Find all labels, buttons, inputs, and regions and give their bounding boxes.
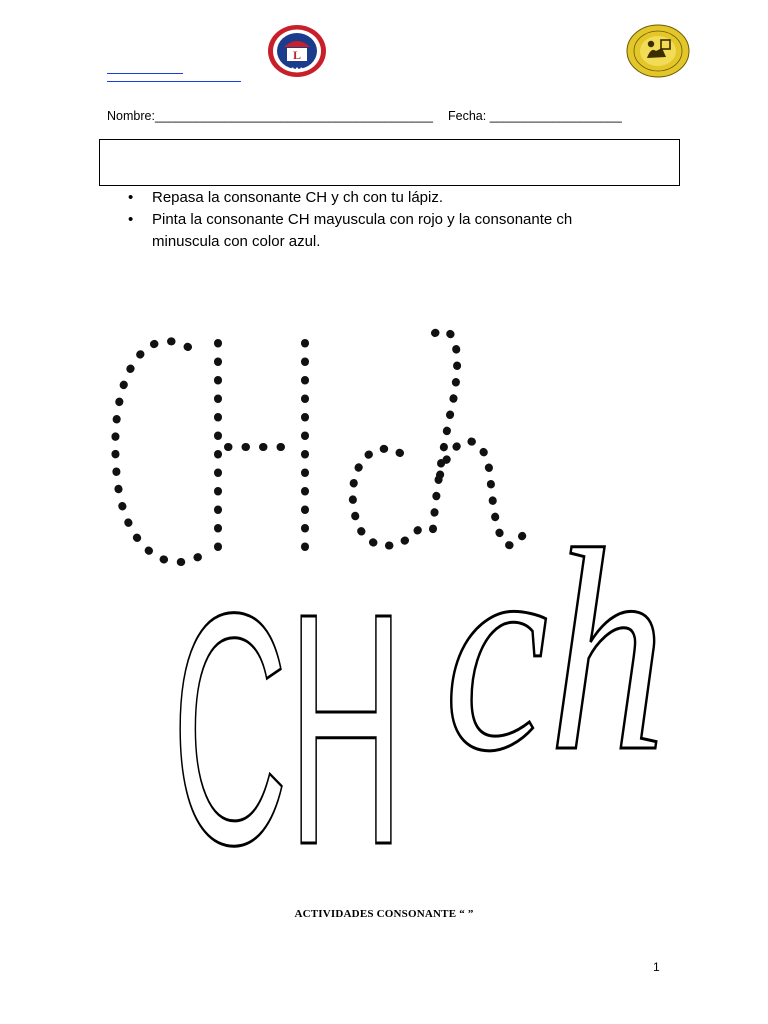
svg-text:● ● ●: ● ● ●	[291, 66, 303, 72]
outline-upper-ch: CH	[172, 575, 404, 855]
student-info-row	[107, 109, 667, 123]
school-crest-icon	[266, 23, 328, 79]
footer-title: ACTIVIDADES CONSONANTE “ ”	[294, 908, 474, 920]
link-underline-1[interactable]	[107, 73, 183, 74]
right-seal-logo	[626, 24, 690, 78]
svg-text:L: L	[292, 48, 302, 62]
instruction-box	[99, 139, 680, 186]
reading-child-seal-icon	[626, 24, 690, 78]
outline-lower-letters[interactable]	[440, 510, 680, 780]
outline-upper-letters[interactable]	[170, 575, 410, 855]
instruction-item: • Pinta la consonante CH mayuscula con rojo y la consonante ch minuscula con color azul.	[128, 209, 628, 253]
fecha-label: Fecha:	[447, 109, 487, 123]
outline-lower-ch: ch	[444, 510, 666, 780]
trace-upper-c	[115, 341, 208, 562]
page-number: 1	[653, 960, 660, 974]
nombre-field[interactable]: ________________________________________	[154, 109, 434, 123]
instruction-item: • Repasa la consonante CH y ch con tu lápiz.	[128, 187, 628, 209]
school-logo	[266, 23, 328, 79]
trace-lower-c	[353, 449, 418, 546]
link-underline-2[interactable]	[107, 81, 241, 82]
nombre-label: Nombre:	[107, 109, 155, 123]
fecha-field[interactable]: ___________________	[489, 109, 622, 123]
instructions-list	[128, 187, 628, 253]
